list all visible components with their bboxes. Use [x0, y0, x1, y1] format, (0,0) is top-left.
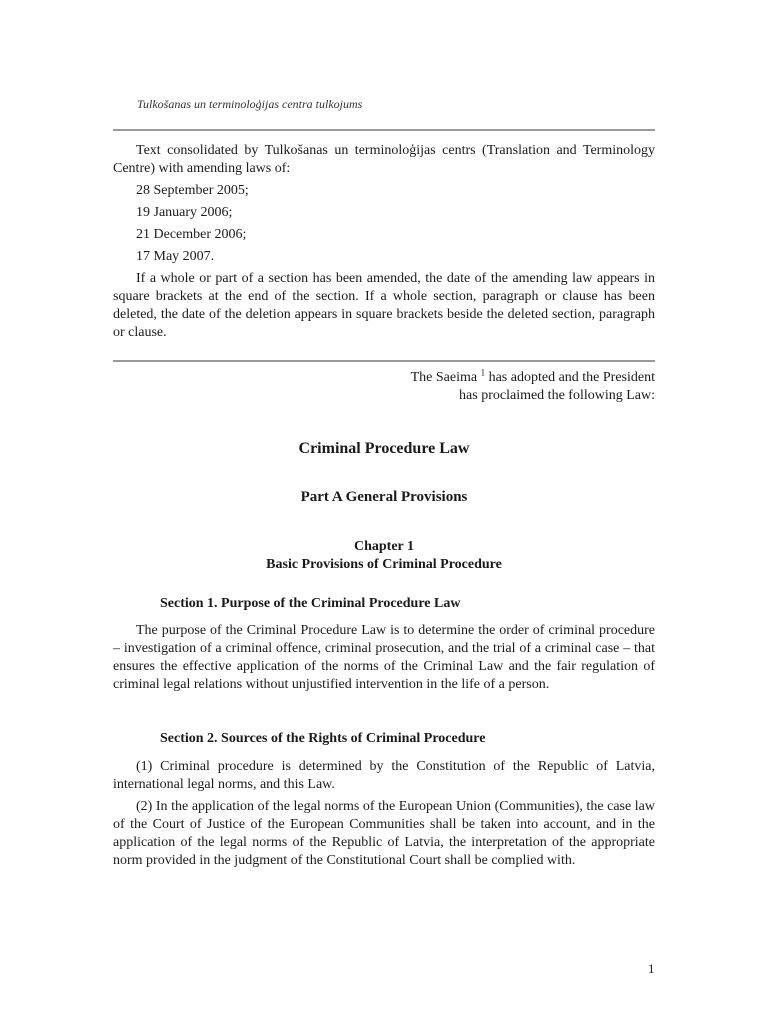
adoption-line-1: [113, 369, 655, 387]
section-body: [113, 758, 655, 874]
amendment-explanation: If a whole or part of a section has been amended, the date of the amending law appears in square brackets at the end of the section. If a whole section, paragraph or clause has been deleted, the date of the deletion appears in square brackets beside the deleted section, paragraph or clause.: [113, 271, 655, 340]
part-heading: Part A General Provisions: [300, 489, 468, 505]
running-header: Tulkošanas un terminoloģijas centra tulkojums: [137, 97, 363, 111]
section-title: Section 1. Purpose of the Criminal Procedure Law: [160, 596, 461, 611]
chapter-title: Basic Provisions of Criminal Procedure: [266, 557, 502, 572]
bottom-divider: [113, 360, 655, 362]
adoption-statement: [113, 369, 655, 405]
footnote-reference[interactable]: 1: [480, 367, 486, 378]
chapter-number: Chapter 1: [353, 539, 415, 554]
section-paragraph: The purpose of the Criminal Procedure Law is to determine the order of criminal procedure – investigation of a criminal offence, criminal prosecution, and the trial of a criminal case – that ensures the effective application of the norms of the Criminal Law and the fair regulation of criminal legal relations without unjustified intervention in the life of a person.: [113, 623, 655, 692]
page-number: 1: [648, 961, 655, 976]
amendment-date: 17 May 2007.: [136, 249, 215, 264]
section-title: Section 2. Sources of the Rights of Criminal Procedure: [160, 731, 486, 746]
amendment-date: 19 January 2006;: [136, 205, 233, 220]
section-paragraph: (1) Criminal procedure is determined by the Constitution of the Republic of Latvia, international legal norms, and this Law.: [113, 759, 655, 792]
section-body: [113, 622, 655, 698]
section-paragraph: (2) In the application of the legal norms of the European Union (Communities), the case law of the Court of Justice of the European Communities shall be taken into account, and in the application of the legal norms of the Republic of Latvia, the interpretation of the appropriate norm provided in the judgment of the Constitutional Court shall be complied with.: [113, 799, 655, 868]
chapter-heading: [113, 538, 655, 574]
adoption-line-2: has proclaimed the following Law:: [459, 388, 655, 403]
consolidation-note: [113, 142, 655, 342]
law-title: Criminal Procedure Law: [298, 440, 470, 457]
top-divider: [113, 129, 655, 131]
amendment-date: 28 September 2005;: [136, 183, 249, 198]
amendment-date: 21 December 2006;: [136, 227, 247, 242]
consolidation-text: Text consolidated by Tulkošanas un terminoloģijas centrs (Translation and Terminology Centre) with amending laws of:: [113, 143, 655, 176]
adoption-text: The Saeima: [410, 370, 481, 385]
adoption-text: has adopted and the President: [485, 370, 655, 385]
